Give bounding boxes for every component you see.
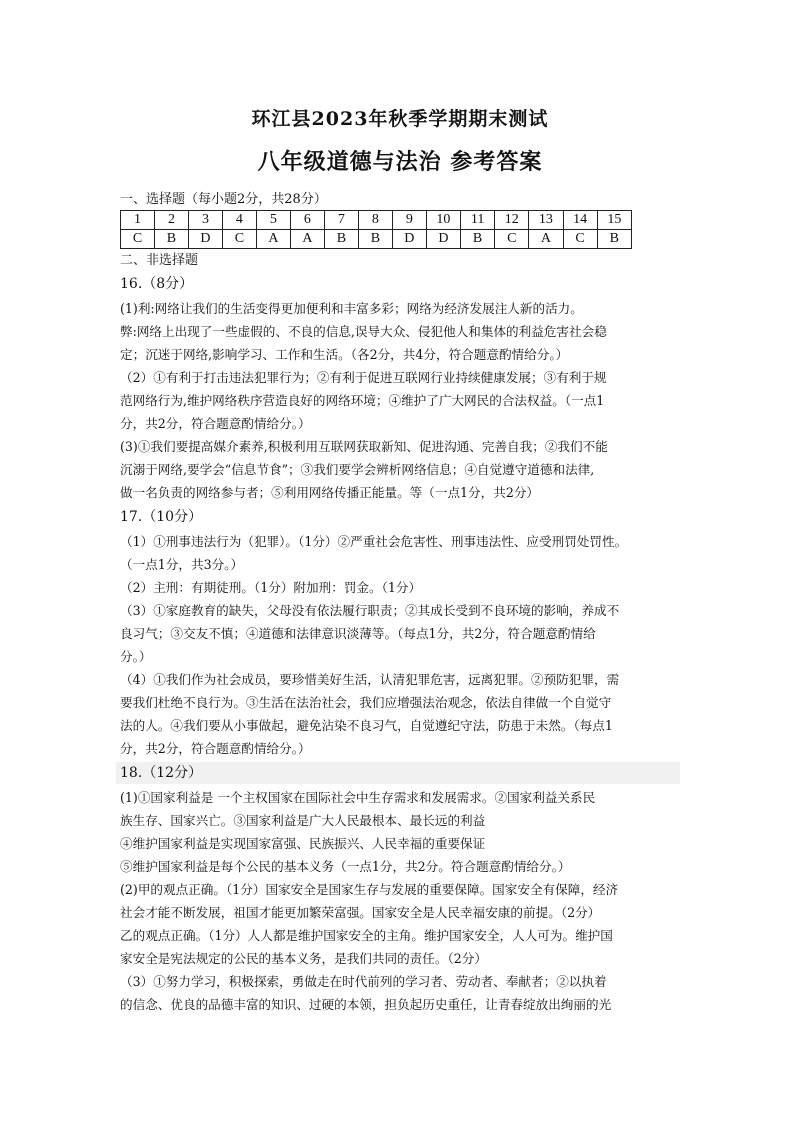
question-number-row [121, 211, 632, 230]
answer-cell: B [597, 230, 631, 249]
q17-answer-line: 分，共2分，符合题意酌情给分。） [120, 741, 311, 756]
question-number-cell: 12 [495, 211, 529, 230]
q18-answer-line: 家安全是宪法规定的公民的基本义务，是我们共同的责任。（2分） [120, 951, 487, 966]
choice-answer-table [120, 210, 632, 249]
q16-answer-line: 沉溺于网络,要学会“信息节食”；③我们要学会辨析网络信息；④自觉遵守道德和法律, [120, 462, 595, 477]
q18-answer-line: 族生存、国家兴亡。③国家利益是广大人民最根本、最长远的利益 [120, 813, 486, 828]
question-number-cell: 8 [358, 211, 392, 230]
q18-answer [120, 786, 680, 1016]
q18-answer-line: ④维护国家利益是实现国家富强、民族振兴、人民幸福的重要保证 [120, 836, 486, 851]
q18-answer-line: 社会才能不断发展，祖国才能更加繁荣富强。国家安全是人民幸福安康的前提。（2分） [120, 905, 601, 920]
question-number-cell: 3 [188, 211, 222, 230]
question-number-cell: 14 [563, 211, 597, 230]
answer-cell: D [426, 230, 460, 249]
q17-answer-line: 要我们杜绝不良行为。③生活在法治社会，我们应增强法治观念，依法自律做一个自觉守 [120, 695, 612, 710]
q18-answer-line: 的信念、优良的品德丰富的知识、过硬的本领，担负起历史重任，让青春绽放出绚丽的光 [120, 997, 612, 1012]
q18-answer-line: （3）①努力学习，积极探索，勇做走在时代前列的学习者、劳动者、奉献者；②以执着 [120, 974, 607, 989]
answer-cell: C [495, 230, 529, 249]
q16-answer-line: （2）①有利于打击违法犯罪行为；②有利于促进互联网行业持续健康发展；③有利于规 [120, 370, 607, 385]
question-number-cell: 13 [529, 211, 563, 230]
question-number-cell: 6 [290, 211, 324, 230]
answer-cell: A [529, 230, 563, 249]
answer-cell: C [121, 230, 155, 249]
question-number-cell: 15 [597, 211, 631, 230]
q16-answer-line: 弊:网络上出现了一些虚假的、不良的信息,误导大众、侵犯他人和集体的利益危害社会稳 [120, 324, 607, 339]
question-number-cell: 1 [121, 211, 155, 230]
q18-answer-line: (1)①国家利益是 一个主权国家在国际社会中生存需求和发展需求。②国家利益关系民 [120, 790, 596, 805]
answer-row [121, 230, 632, 249]
section1-heading: 一、选择题（每小题2分，共28分） [120, 192, 327, 207]
answer-cell: D [188, 230, 222, 249]
q17-answer-line: （2）主刑：有期徒刑。（1分）附加刑：罚金。（1分） [120, 580, 422, 595]
question-number-cell: 9 [392, 211, 426, 230]
q17-answer-line: （一点1分，共3分。） [120, 557, 244, 572]
q17-answer-line: （3）①家庭教育的缺失，父母没有依法履行职责；②其成长受到不良环境的影响，养成不 [120, 603, 620, 618]
q18-heading: 18.（12分） [116, 762, 680, 784]
answer-cell: D [392, 230, 426, 249]
answer-cell: A [290, 230, 324, 249]
q16-answer-line: 分，共2分，符合题意酌情给分。） [120, 416, 311, 431]
answer-cell: B [154, 230, 188, 249]
question-number-cell: 7 [324, 211, 358, 230]
q16-answer [120, 297, 680, 504]
q17-answer-line: 良习气；③交友不慎；④道德和法律意识淡薄等。（每点1分，共2分，符合题意酌情给 [120, 626, 596, 641]
answer-cell: B [358, 230, 392, 249]
question-number-cell: 2 [154, 211, 188, 230]
answer-cell: C [563, 230, 597, 249]
section2-heading: 二、非选择题 [120, 253, 199, 268]
q17-answer-line: （1）①刑事违法行为（犯罪）。（1分）②严重社会危害性、刑事违法性、应受刑罚处罚性。 [120, 534, 628, 549]
q16-answer-line: (1)利:网络让我们的生活变得更加便利和丰富多彩；网络为经济发展注人新的活力。 [120, 301, 583, 316]
question-number-cell: 10 [426, 211, 460, 230]
q17-answer [120, 530, 680, 760]
answer-cell: B [461, 230, 495, 249]
q16-answer-line: 定；沉迷于网络,影响学习、工作和生活。（各2分，共4分，符合题意酌情给分。） [120, 347, 569, 362]
answer-key-subtitle: 八年级道德与法治 参考答案 [257, 149, 543, 175]
answer-cell: C [222, 230, 256, 249]
exam-title: 环江县2023年秋季学期期末测试 [251, 108, 549, 130]
q17-answer-line: 法的人。④我们要从小事做起，避免沾染不良习气，自觉遵纪守法，防患于未然。（每点1 [120, 718, 613, 733]
answer-key-page [120, 104, 680, 1016]
q16-answer-line: 范网络行为,维护网络秩序营造良好的网络环境；④维护了广大网民的合法权益。（一点1 [120, 393, 605, 408]
q16-answer-line: 做一名负责的网络参与者；⑤利用网络传播正能量。等（一点1分，共2分） [120, 485, 540, 500]
question-number-cell: 4 [222, 211, 256, 230]
q18-answer-line: ⑤维护国家利益是每个公民的基本义务（一点1分，共2分。符合题意酌情给分。） [120, 859, 571, 874]
answer-cell: A [256, 230, 290, 249]
q17-answer-line: （4）①我们作为社会成员，要珍惜美好生活，认清犯罪危害，远离犯罪。②预防犯罪，需 [120, 672, 620, 687]
q17-heading: 17.（10分） [120, 509, 203, 525]
q18-answer-line: 乙的观点正确。（1分）人人都是维护国家安全的主角。维护国家安全，人人可为。维护国 [120, 928, 613, 943]
q16-answer-line: (3)①我们要提高媒介素养,积极利用互联网获取新知、促进沟通、完善自我；②我们不能 [120, 439, 608, 454]
answer-cell: B [324, 230, 358, 249]
question-number-cell: 5 [256, 211, 290, 230]
q16-heading: 16.（8分） [120, 276, 194, 292]
q18-answer-line: (2)甲的观点正确。（1分）国家安全是国家生存与发展的重要保障。国家安全有保障，经济 [120, 882, 619, 897]
question-number-cell: 11 [461, 211, 495, 230]
q17-answer-line: 分。） [120, 649, 152, 664]
